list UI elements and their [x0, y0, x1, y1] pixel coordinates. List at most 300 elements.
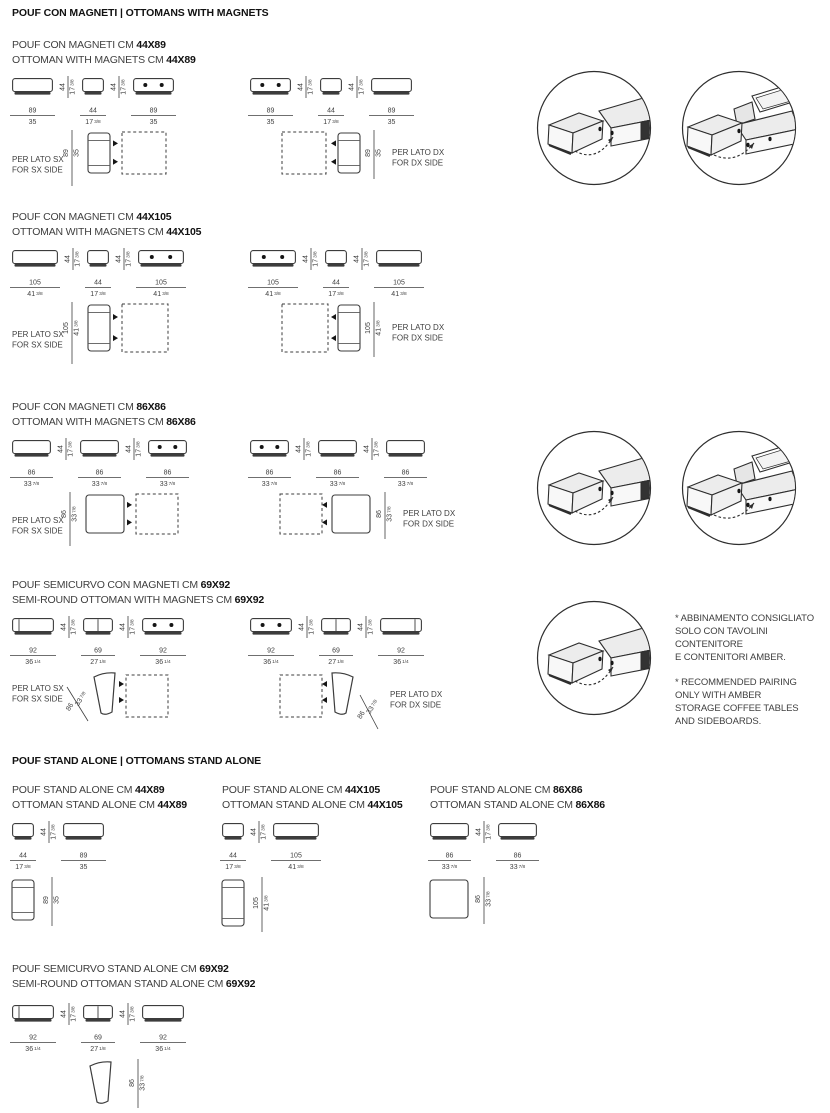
ottoman-base	[253, 632, 290, 635]
title-prefix: OTTOMAN WITH MAGNETS CM	[12, 53, 167, 66]
ottoman-front-view	[326, 251, 347, 264]
depth-dim-in: 413/8	[263, 895, 271, 911]
width-dim-in: 173/8	[225, 864, 241, 871]
side-label: PER LATO SX	[12, 684, 64, 693]
ottoman-plan-view	[430, 880, 468, 918]
height-dim-in: 173/8	[129, 619, 137, 635]
magnet-arrow	[322, 502, 327, 508]
ottoman-plan-view	[86, 495, 124, 533]
width-dim-cm: 44	[327, 107, 335, 115]
width-dim-cm: 86	[27, 469, 36, 477]
ottoman-base	[15, 454, 49, 457]
section-header-standalone: POUF STAND ALONE | OTTOMANS STAND ALONE	[12, 755, 262, 767]
width-dim-cm: 89	[79, 852, 88, 860]
ottoman-base	[389, 454, 423, 457]
depth-dim-cm: 89	[43, 896, 50, 904]
width-dim-in: 361/4	[155, 659, 171, 666]
section-header-magneti: POUF CON MAGNETI | OTTOMANS WITH MAGNETS	[12, 7, 269, 19]
ottoman-base	[321, 454, 355, 457]
ottoman-base	[141, 264, 182, 267]
width-dim-in: 337/8	[261, 481, 278, 488]
height-dim-cm: 44	[60, 623, 68, 631]
drawing-group-dx	[248, 244, 463, 369]
height-dim-cm: 44	[295, 445, 303, 453]
note-line-en: STORAGE COFFEE TABLES	[675, 703, 799, 714]
title-prefix: POUF CON MAGNETI CM	[12, 39, 137, 51]
ottoman-front-view	[251, 251, 296, 264]
side-label: PER LATO SX	[12, 155, 64, 164]
adjacent-unit-outline	[280, 494, 322, 534]
ottoman-plan-view	[332, 495, 370, 533]
width-dim-cm: 69	[94, 647, 102, 655]
magnet-dot	[153, 623, 157, 627]
note-line-it: SOLO CON TAVOLINI CONTENITORE	[675, 626, 768, 650]
drawing-group-sx	[10, 612, 225, 737]
ottoman-base	[83, 454, 117, 457]
pairing-illustration-ottoman-to-table	[533, 597, 655, 719]
title-prefix: OTTOMAN WITH MAGNETS CM	[12, 415, 167, 428]
width-dim-in: 413/8	[288, 864, 304, 871]
height-dim-cm: 44	[119, 1010, 127, 1018]
width-dim-in: 35	[79, 864, 88, 871]
magnet-dot	[280, 255, 284, 259]
ottoman-front-view	[13, 824, 34, 837]
magnet-arrow	[322, 697, 327, 703]
side-label: FOR SX SIDE	[12, 526, 63, 536]
ottoman-base	[276, 837, 317, 840]
ottoman-base	[15, 837, 32, 840]
ottoman-base	[374, 92, 410, 95]
width-dim-in: 35	[149, 119, 158, 126]
width-dim-in: 337/8	[329, 481, 346, 488]
title-prefix: POUF STAND ALONE CM	[222, 784, 345, 796]
height-dim-cm: 44	[115, 255, 123, 263]
drawing-group-dx	[248, 434, 463, 559]
ottoman-front-view	[251, 619, 292, 632]
height-dim-in: 173/8	[125, 251, 133, 267]
product-title-standalone-86x86	[430, 783, 605, 812]
pairing-illustration-ottoman-to-sofa	[678, 427, 800, 549]
width-dim-cm: 44	[19, 852, 27, 860]
note-line-it: * ABBINAMENTO CONSIGLIATO	[675, 613, 814, 624]
width-dim-cm: 105	[267, 279, 279, 287]
width-dim-cm: 86	[333, 469, 342, 477]
width-dim-cm: 69	[94, 1034, 102, 1042]
magnet-arrow	[113, 335, 118, 341]
height-dim-in: 173/8	[307, 79, 315, 95]
width-dim-cm: 89	[149, 107, 158, 115]
pairing-illustration-ottoman-to-table	[533, 427, 655, 549]
width-dim-cm: 92	[267, 647, 275, 655]
width-dim-cm: 86	[513, 852, 522, 860]
adjacent-unit-outline	[282, 304, 328, 352]
magnet-dot	[168, 255, 172, 259]
height-dim-cm: 44	[60, 1010, 68, 1018]
height-dim-cm: 44	[64, 255, 72, 263]
side-label: PER LATO DX	[392, 323, 445, 332]
width-dim-in: 271/8	[90, 1046, 106, 1053]
magnet-arrow	[322, 519, 327, 525]
pairing-illustration-ottoman-to-table	[533, 67, 655, 189]
height-dim-in: 173/8	[70, 1006, 78, 1022]
ottoman-base	[151, 454, 185, 457]
height-dim-cm: 44	[298, 623, 306, 631]
title-prefix: OTTOMAN WITH MAGNETS CM	[12, 225, 167, 238]
title-prefix: POUF CON MAGNETI CM	[12, 211, 137, 223]
height-dim-cm: 44	[40, 828, 48, 836]
width-dim-in: 337/8	[91, 481, 108, 488]
magnet-arrow	[113, 314, 118, 320]
ottoman-front-view	[13, 441, 51, 454]
height-dim-in: 173/8	[305, 441, 313, 457]
width-dim-in: 35	[266, 119, 275, 126]
title-size: 69X92	[225, 977, 256, 990]
depth-dim-cm: 86	[376, 510, 383, 518]
title-size: 44X89	[136, 39, 166, 51]
height-dim-in: 173/8	[135, 441, 143, 457]
magnet-arrow	[127, 519, 132, 525]
width-dim-cm: 89	[266, 107, 275, 115]
title-size: 44X89	[166, 53, 196, 66]
depth-dim-in: 337/8	[139, 1075, 147, 1091]
ottoman-front-view	[64, 824, 104, 837]
ottoman-base	[253, 454, 287, 457]
height-dim-in: 173/8	[358, 79, 366, 95]
height-dim-in: 173/8	[120, 79, 128, 95]
ottoman-base	[383, 632, 420, 635]
table-end-face	[641, 119, 657, 139]
magnet-dot	[261, 623, 265, 627]
magnet-dot	[150, 255, 154, 259]
magnet-dot	[737, 489, 740, 493]
depth-dim-cm: 105	[365, 322, 372, 334]
product-title-standalone-44x105	[222, 783, 403, 812]
ottoman-front-view	[251, 441, 289, 454]
table-end-face	[641, 649, 657, 669]
ottoman-plan-view	[88, 133, 110, 173]
magnet-dot	[610, 131, 613, 135]
ottoman-front-view	[88, 251, 109, 264]
magnet-dot	[160, 83, 164, 87]
depth-dim-cm: 105	[253, 897, 260, 909]
width-dim-in: 271/8	[90, 659, 106, 666]
width-dim-cm: 44	[229, 852, 237, 860]
width-dim-in: 173/8	[90, 291, 106, 298]
ottoman-front-view	[139, 251, 184, 264]
depth-dim-cm: 86	[129, 1079, 136, 1087]
drawing-group-sx	[10, 244, 225, 369]
ottoman-plan-view	[338, 305, 360, 351]
ottoman-front-view	[13, 79, 53, 92]
title-size: 69X92	[199, 963, 229, 975]
width-dim-in: 337/8	[159, 481, 176, 488]
ottoman-front-view	[499, 824, 537, 837]
width-dim-cm: 86	[95, 469, 104, 477]
width-dim-cm: 92	[29, 1034, 37, 1042]
magnet-arrow	[331, 159, 336, 165]
title-prefix: POUF STAND ALONE CM	[430, 784, 553, 796]
side-label: FOR SX SIDE	[12, 165, 63, 175]
drawing-group-sx	[10, 72, 225, 197]
width-dim-cm: 86	[401, 469, 410, 477]
adjacent-unit-outline	[280, 675, 322, 717]
width-dim-cm: 105	[155, 279, 167, 287]
ottoman-base	[85, 92, 102, 95]
height-dim-in: 173/8	[373, 441, 381, 457]
height-dim-cm: 44	[357, 623, 365, 631]
title-prefix: POUF SEMICURVO CON MAGNETI CM	[12, 579, 201, 591]
depth-dim-cm: 86	[61, 510, 68, 518]
magnet-dot	[275, 445, 279, 449]
ottoman-front-view	[83, 79, 104, 92]
product-title-magneti-69x92	[12, 578, 264, 607]
adjacent-unit-outline	[122, 304, 168, 352]
semi-round-plan-view	[90, 1062, 111, 1103]
height-dim-in: 173/8	[260, 824, 268, 840]
magnet-dot	[143, 83, 147, 87]
width-dim-in: 361/4	[155, 1046, 171, 1053]
title-size: 44X105	[136, 211, 172, 223]
ottoman-base	[328, 264, 345, 267]
width-dim-cm: 89	[28, 107, 37, 115]
height-dim-cm: 44	[302, 255, 310, 263]
width-dim-in: 413/8	[27, 291, 43, 298]
ottoman-front-view	[251, 79, 291, 92]
ottoman-front-view	[319, 441, 357, 454]
ottoman-front-view	[274, 824, 319, 837]
height-dim-in: 173/8	[367, 619, 375, 635]
magnet-dot	[610, 491, 613, 495]
magnet-dot	[598, 657, 601, 661]
height-dim-cm: 44	[297, 83, 305, 91]
title-prefix: OTTOMAN STAND ALONE CM	[430, 798, 576, 811]
drawing-group-dx	[248, 612, 463, 737]
magnet-dot	[277, 623, 281, 627]
depth-dim-in: 413/8	[73, 320, 81, 336]
product-title-magneti-86x86	[12, 400, 196, 429]
magnet-dot	[260, 83, 264, 87]
magnet-dot	[598, 127, 601, 131]
width-dim-cm: 86	[163, 469, 172, 477]
ottoman-base	[225, 837, 242, 840]
note-line-en: * RECOMMENDED PAIRING	[675, 677, 797, 688]
height-dim-cm: 44	[119, 623, 127, 631]
product-title-magneti-44x105	[12, 210, 201, 239]
width-dim-in: 361/4	[263, 659, 279, 666]
width-dim-in: 337/8	[509, 864, 526, 871]
ottoman-base	[433, 837, 467, 840]
magnet-dot	[598, 487, 601, 491]
magnet-arrow	[331, 335, 336, 341]
depth-dim-in: 413/8	[375, 320, 383, 336]
magnet-dot	[746, 503, 749, 507]
ottoman-front-view	[223, 824, 244, 837]
depth-dim-cm: 89	[365, 149, 372, 157]
magnet-dot	[260, 445, 264, 449]
pairing-illustration-ottoman-to-sofa	[678, 67, 800, 189]
diag-dim-in: 337/8	[365, 699, 379, 716]
height-dim-cm: 44	[363, 445, 371, 453]
drawing-group-dx	[248, 72, 463, 197]
title-size: 44X89	[135, 784, 165, 796]
width-dim-cm: 44	[332, 279, 340, 287]
note-line-en: AND SIDEBOARDS.	[675, 716, 762, 727]
width-dim-cm: 105	[290, 852, 302, 860]
semi-round-plan-view	[332, 673, 353, 714]
title-prefix: SEMI-ROUND OTTOMAN WITH MAGNETS CM	[12, 593, 235, 606]
table-end-face	[641, 479, 657, 499]
ottoman-base	[253, 92, 289, 95]
width-dim-in: 413/8	[265, 291, 281, 298]
ottoman-front-view	[143, 1006, 184, 1019]
depth-dim-in: 35	[53, 896, 61, 904]
side-label: FOR SX SIDE	[12, 340, 63, 350]
pairing-note	[675, 612, 830, 728]
diag-dim-cm: 86	[65, 702, 76, 713]
height-dim-in: 173/8	[70, 619, 78, 635]
width-dim-in: 35	[387, 119, 396, 126]
height-dim-in: 173/8	[129, 1006, 137, 1022]
magnet-dot	[277, 83, 281, 87]
side-label: PER LATO DX	[392, 148, 445, 157]
ottoman-front-view	[149, 441, 187, 454]
drawing-group-sx	[10, 434, 225, 559]
magnet-arrow	[113, 159, 118, 165]
width-dim-cm: 89	[387, 107, 396, 115]
height-dim-cm: 44	[125, 445, 133, 453]
magnet-arrow	[331, 314, 336, 320]
drawing-group-standalone	[10, 1000, 220, 1113]
side-label: FOR DX SIDE	[392, 333, 444, 343]
ottoman-front-view	[431, 824, 469, 837]
width-dim-cm: 86	[265, 469, 274, 477]
title-size: 44X105	[166, 225, 202, 238]
magnet-dot	[158, 445, 162, 449]
magnet-dot	[768, 137, 771, 141]
width-dim-cm: 105	[393, 279, 405, 287]
title-prefix: OTTOMAN STAND ALONE CM	[222, 798, 368, 811]
height-dim-cm: 44	[59, 83, 67, 91]
ottoman-base	[15, 632, 52, 635]
ottoman-base	[86, 632, 111, 635]
side-label: FOR DX SIDE	[392, 158, 444, 168]
magnet-arrow	[119, 697, 124, 703]
ottoman-base	[86, 1019, 111, 1022]
ottoman-base	[136, 92, 172, 95]
magnet-dot	[262, 255, 266, 259]
magnet-arrow	[322, 681, 327, 687]
height-dim-cm: 44	[475, 828, 483, 836]
drawing-group-standalone	[220, 818, 430, 934]
diag-dim-cm: 86	[356, 710, 367, 721]
title-size: 69X92	[200, 579, 231, 591]
width-dim-in: 413/8	[391, 291, 407, 298]
width-dim-cm: 69	[332, 647, 340, 655]
side-label: FOR DX SIDE	[403, 519, 455, 529]
magnet-arrow	[119, 681, 124, 687]
ottoman-front-view	[13, 251, 58, 264]
ottoman-front-view	[372, 79, 412, 92]
ottoman-base	[324, 632, 349, 635]
title-prefix: SEMI-ROUND OTTOMAN STAND ALONE CM	[12, 977, 226, 990]
width-dim-cm: 44	[94, 279, 102, 287]
note-line-it: E CONTENITORI AMBER.	[675, 652, 786, 663]
width-dim-in: 271/8	[328, 659, 344, 666]
ottoman-front-view	[143, 619, 184, 632]
magnet-dot	[768, 497, 771, 501]
depth-dim-in: 337/8	[71, 506, 79, 522]
ottoman-plan-view	[222, 880, 244, 926]
depth-dim-in: 337/8	[386, 506, 394, 522]
ottoman-front-view	[81, 441, 119, 454]
magnet-arrow	[331, 140, 336, 146]
depth-dim-in: 35	[375, 149, 383, 157]
side-label: PER LATO SX	[12, 330, 64, 339]
ottoman-base	[323, 92, 340, 95]
height-dim-cm: 44	[57, 445, 65, 453]
depth-dim-cm: 86	[475, 895, 482, 903]
title-size: 86X86	[136, 401, 166, 413]
product-title-standalone-69x92	[12, 962, 255, 991]
magnet-arrow	[113, 140, 118, 146]
title-size: 44X105	[367, 798, 403, 811]
diag-dim-in: 337/8	[74, 691, 88, 708]
height-dim-cm: 44	[348, 83, 356, 91]
adjacent-unit-outline	[126, 675, 168, 717]
ottoman-base	[501, 837, 535, 840]
height-dim-cm: 44	[250, 828, 258, 836]
ottoman-base	[90, 264, 107, 267]
height-dim-cm: 44	[110, 83, 118, 91]
adjacent-unit-outline	[136, 494, 178, 534]
side-label: FOR DX SIDE	[390, 700, 442, 710]
width-dim-cm: 105	[29, 279, 41, 287]
width-dim-cm: 86	[445, 852, 454, 860]
width-dim-in: 337/8	[23, 481, 40, 488]
title-prefix: POUF SEMICURVO STAND ALONE CM	[12, 963, 200, 975]
ottoman-front-view	[387, 441, 425, 454]
width-dim-in: 173/8	[328, 291, 344, 298]
ottoman-plan-view	[12, 880, 34, 920]
title-size: 69X92	[234, 593, 265, 606]
magnet-dot	[169, 623, 173, 627]
adjacent-unit-outline	[282, 132, 326, 174]
ottoman-base	[15, 92, 51, 95]
ottoman-plan-view	[88, 305, 110, 351]
width-dim-cm: 92	[29, 647, 37, 655]
side-label: PER LATO SX	[12, 516, 64, 525]
side-label: FOR SX SIDE	[12, 694, 63, 704]
title-size: 86X86	[553, 784, 583, 796]
side-label: PER LATO DX	[403, 509, 456, 518]
height-dim-in: 173/8	[363, 251, 371, 267]
width-dim-in: 361/4	[25, 659, 41, 666]
title-prefix: POUF STAND ALONE CM	[12, 784, 135, 796]
width-dim-cm: 92	[397, 647, 405, 655]
ottoman-base	[145, 1019, 182, 1022]
height-dim-cm: 44	[353, 255, 361, 263]
ottoman-front-view	[377, 251, 422, 264]
height-dim-in: 173/8	[308, 619, 316, 635]
width-dim-in: 173/8	[15, 864, 31, 871]
title-prefix: POUF CON MAGNETI CM	[12, 401, 137, 413]
title-prefix: OTTOMAN STAND ALONE CM	[12, 798, 158, 811]
height-dim-in: 173/8	[67, 441, 75, 457]
depth-dim-cm: 89	[63, 149, 70, 157]
ottoman-plan-view	[338, 133, 360, 173]
note-line-en: ONLY WITH AMBER	[675, 690, 762, 701]
width-dim-in: 173/8	[323, 119, 339, 126]
